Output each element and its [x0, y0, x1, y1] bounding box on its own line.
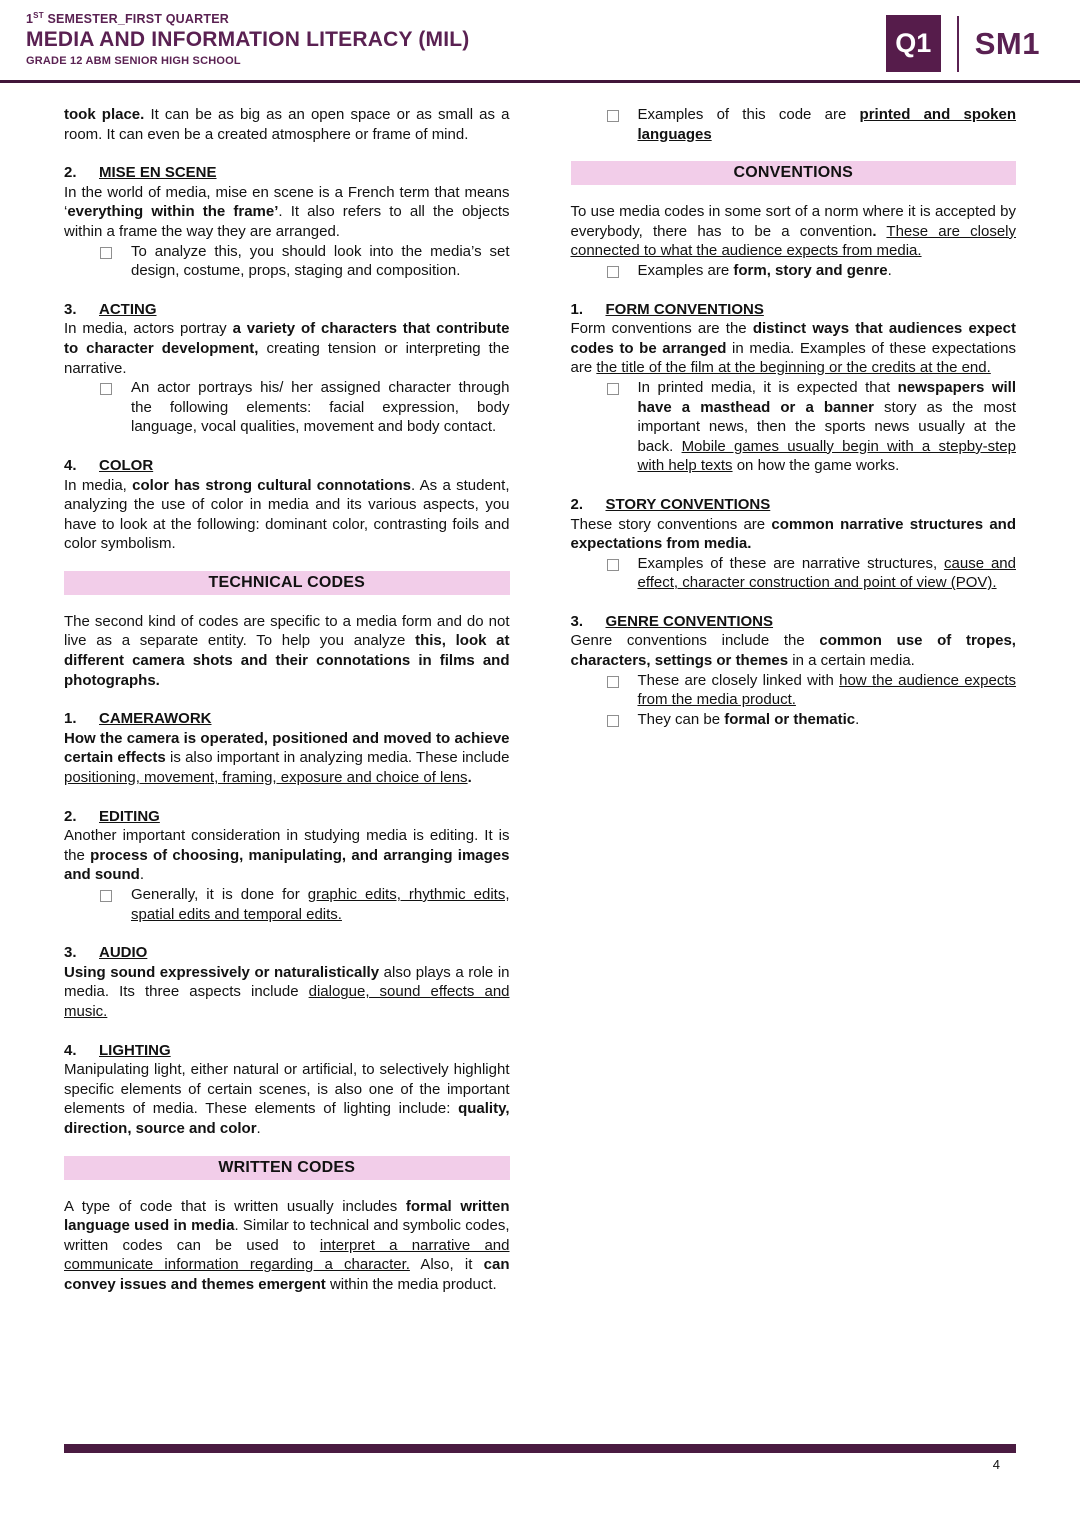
text-run: in a certain media.	[788, 652, 915, 670]
bullet-square-icon	[607, 266, 619, 278]
page-title: MEDIA AND INFORMATION LITERACY (MIL)	[26, 28, 470, 52]
bullet-item	[571, 554, 1017, 593]
bullet-text	[131, 378, 510, 437]
header-titles	[26, 11, 470, 67]
bullet-text	[638, 105, 1017, 144]
page-number: 4	[992, 1457, 1000, 1472]
text-run: this, look at different camera shots and their connotations in films and photographs.	[64, 632, 510, 689]
text-run: Genre conventions include the	[570, 632, 820, 650]
heading-text: LIGHTING	[99, 1041, 171, 1059]
section-banner: CONVENTIONS	[571, 161, 1017, 185]
text-run: .	[855, 710, 860, 728]
paragraph	[571, 319, 1017, 378]
section-heading	[64, 163, 510, 183]
paragraph	[64, 105, 510, 144]
heading-number: 2.	[64, 164, 77, 182]
quarter-badge: Q1	[886, 15, 941, 72]
text-run: within the media product.	[325, 1275, 497, 1293]
semester-ordinal: ST	[33, 11, 44, 20]
text-run: Examples are	[637, 261, 734, 279]
text-run: the title of the film at the beginning or the credits at the end.	[596, 359, 991, 377]
text-run: common narrative structures and expectations from media.	[570, 515, 1016, 553]
section-heading	[571, 300, 1017, 320]
text-run: A type of code that is written usually includes	[64, 1197, 406, 1215]
paragraph	[571, 202, 1017, 261]
text-run: took place.	[64, 106, 145, 123]
semester-text: SEMESTER_FIRST QUARTER	[43, 12, 229, 27]
heading-number: 4.	[64, 1041, 77, 1059]
paragraph	[64, 826, 510, 885]
bullet-square-icon	[607, 383, 619, 395]
heading-text: AUDIO	[99, 944, 148, 962]
text-run: process of choosing, manipulating, and arranging images and sound	[64, 846, 510, 884]
text-run: Using sound expressively or naturalistically	[64, 963, 380, 981]
heading-text: MISE EN SCENE	[99, 164, 217, 182]
bullet-square-icon	[100, 890, 112, 902]
text-run: .	[872, 222, 877, 240]
text-run: printed and spoken languages	[637, 106, 1016, 143]
heading-text: STORY CONVENTIONS	[605, 495, 771, 513]
bullet-square-icon	[607, 676, 619, 688]
content-columns	[0, 105, 1080, 1295]
text-run: distinct ways that audiences expect codes to be arranged	[570, 320, 1016, 357]
text-run: These are closely linked with	[637, 671, 840, 689]
text-run: They can be	[637, 710, 725, 728]
heading-number: 1.	[64, 710, 77, 728]
heading-number: 2.	[64, 807, 77, 825]
page-subtitle: GRADE 12 ABM SENIOR HIGH SCHOOL	[26, 55, 241, 68]
footer-bar	[64, 1444, 1016, 1453]
text-run: quality, direction, source and color	[64, 1100, 510, 1137]
bullet-square-icon	[100, 247, 112, 259]
text-run	[877, 223, 887, 240]
bullet-square-icon	[607, 559, 619, 571]
text-run: also plays a role in media. Its three aspects include	[64, 963, 510, 1001]
left-column	[64, 105, 510, 1295]
right-column	[571, 105, 1017, 1295]
header-badges	[886, 15, 1040, 72]
text-run: interpret a narrative and communicate information regarding a character.	[64, 1236, 510, 1274]
module-badge: SM1	[974, 25, 1040, 61]
heading-text: CAMERAWORK	[99, 710, 212, 728]
text-run: . As a student, analyzing the use of color in media and its various aspects, you have to look at the following: dominant color, contrasting foils and color symbolism.	[64, 476, 510, 553]
paragraph	[64, 183, 510, 242]
section-banner: TECHNICAL CODES	[64, 571, 510, 595]
paragraph	[64, 1060, 510, 1138]
heading-number: 1.	[570, 300, 584, 318]
bullet-item	[64, 378, 510, 437]
bullet-text	[638, 378, 1017, 476]
text-run: form, story and genre	[733, 261, 888, 279]
heading-number: 3.	[64, 300, 77, 318]
heading-number: 2.	[570, 495, 584, 513]
heading-text: EDITING	[99, 807, 160, 825]
bullet-item	[571, 710, 1017, 730]
text-run: Another important consideration in studying media is editing. It is the	[64, 827, 510, 864]
text-run: . It also refers to all the objects within a frame the way they are arranged.	[64, 203, 510, 240]
bullet-item	[571, 378, 1017, 476]
text-run: can convey issues and themes emergent	[64, 1256, 510, 1293]
section-heading	[64, 709, 510, 729]
section-heading	[571, 495, 1017, 515]
bullet-item	[571, 261, 1017, 281]
bullet-square-icon	[607, 715, 619, 727]
text-run: newspapers will have a masthead or a banner	[637, 378, 1016, 416]
text-run: formal written language used in media	[64, 1197, 510, 1235]
text-run: An actor portrays his/ her assigned character through the following elements: facial expression, body language, vocal qualities, movement and body contact.	[131, 379, 510, 436]
text-run: Generally, it is done for	[131, 886, 308, 903]
bullet-text	[638, 710, 1017, 730]
text-run: . Similar to technical and symbolic codes, written codes can be used to	[64, 1217, 510, 1254]
text-run: Also, it	[409, 1256, 484, 1274]
bullet-item	[571, 105, 1017, 144]
section-heading	[64, 456, 510, 476]
text-run: .	[256, 1119, 261, 1137]
bullet-text	[131, 885, 510, 924]
text-run: cause and effect, character construction and point of view (POV).	[637, 554, 1016, 592]
text-run: In the world of media, mise en scene is a French term that means ‘	[64, 183, 510, 221]
paragraph	[64, 1197, 510, 1295]
text-run: To use media codes in some sort of a norm where it is accepted by everybody, there has to be a convention	[570, 203, 1016, 240]
semester-number: 1	[26, 12, 34, 27]
text-run: formal or thematic	[724, 710, 856, 728]
text-run: everything within the frame	[67, 203, 275, 221]
bullet-square-icon	[100, 383, 112, 395]
text-run: To analyze this, you should look into the media’s set design, costume, props, staging and composition.	[131, 242, 510, 280]
bullet-text	[638, 671, 1017, 710]
heading-text: FORM CONVENTIONS	[605, 300, 764, 318]
section-heading	[571, 612, 1017, 632]
text-run: In media,	[64, 476, 133, 494]
text-run: In printed media, it is expected that	[637, 378, 898, 396]
text-run: a variety of characters that contribute to character development,	[64, 320, 510, 357]
bullet-text	[638, 554, 1017, 593]
section-heading	[64, 807, 510, 827]
bullet-item	[64, 242, 510, 281]
text-run: on how the game works.	[732, 457, 900, 475]
text-run: is also important in analyzing media. These include	[165, 749, 510, 767]
text-run: How the camera is operated, positioned and moved to achieve certain effects	[64, 729, 510, 767]
section-heading	[64, 943, 510, 963]
badge-divider	[957, 16, 959, 72]
heading-number: 3.	[64, 944, 77, 962]
text-run: story as the most important news, then the sports news usually at the back.	[637, 398, 1017, 455]
text-run: The second kind of codes are specific to a media form and do not live as a separate entity. To help you analyze	[64, 612, 510, 650]
text-run: It can be as big as an open space or as small as a room. It can even be a created atmosphere or frame of mind.	[64, 106, 510, 143]
section-heading	[64, 300, 510, 320]
paragraph	[64, 729, 510, 788]
text-run: These story conventions are	[570, 515, 772, 533]
bullet-item	[64, 885, 510, 924]
text-run: ’	[274, 203, 279, 221]
text-run: Examples of these are narrative structures,	[637, 554, 945, 572]
heading-text: COLOR	[99, 456, 154, 474]
text-run: how the audience expects from the media product.	[637, 671, 1016, 709]
text-run: .	[467, 769, 472, 787]
heading-text: GENRE CONVENTIONS	[605, 612, 774, 630]
text-run: common use of tropes, characters, settings or themes	[570, 632, 1016, 670]
bullet-text	[638, 261, 1017, 281]
heading-number: 4.	[64, 456, 77, 474]
section-heading	[64, 1041, 510, 1061]
paragraph	[571, 515, 1017, 554]
text-run: Form conventions are the	[570, 320, 753, 338]
semester-line	[26, 11, 470, 26]
text-run: These are closely connected to what the audience expects from media.	[570, 222, 1017, 260]
section-banner: WRITTEN CODES	[64, 1156, 510, 1180]
paragraph	[64, 319, 510, 378]
paragraph	[64, 476, 510, 554]
text-run: in media. Examples of these expectations are	[570, 339, 1016, 377]
text-run: Examples of this code are	[637, 106, 860, 123]
paragraph	[64, 963, 510, 1022]
page-header	[0, 0, 1080, 83]
text-run: color has strong cultural connotations	[132, 476, 411, 494]
paragraph	[64, 612, 510, 690]
text-run: In media, actors portray	[64, 320, 233, 338]
text-run: dialogue, sound effects and music.	[64, 983, 510, 1020]
text-run: creating tension or interpreting the narrative.	[64, 339, 510, 377]
text-run: .	[887, 261, 892, 279]
text-run: Manipulating light, either natural or artificial, to selectively highlight specific elements of certain scenes, is also one of the important elements of media. These elements of lighting include:	[64, 1061, 510, 1118]
bullet-item	[571, 671, 1017, 710]
text-run: .	[139, 866, 144, 884]
text-run: graphic edits, rhythmic edits, spatial edits and temporal edits.	[131, 886, 510, 923]
heading-text: ACTING	[99, 300, 157, 318]
heading-number: 3.	[570, 612, 584, 630]
bullet-square-icon	[607, 110, 619, 122]
text-run: Mobile games usually begin with a stepby-step with help texts	[637, 437, 1016, 475]
text-run: positioning, movement, framing, exposure and choice of lens	[64, 769, 468, 787]
bullet-text	[131, 242, 510, 281]
paragraph	[571, 631, 1017, 670]
